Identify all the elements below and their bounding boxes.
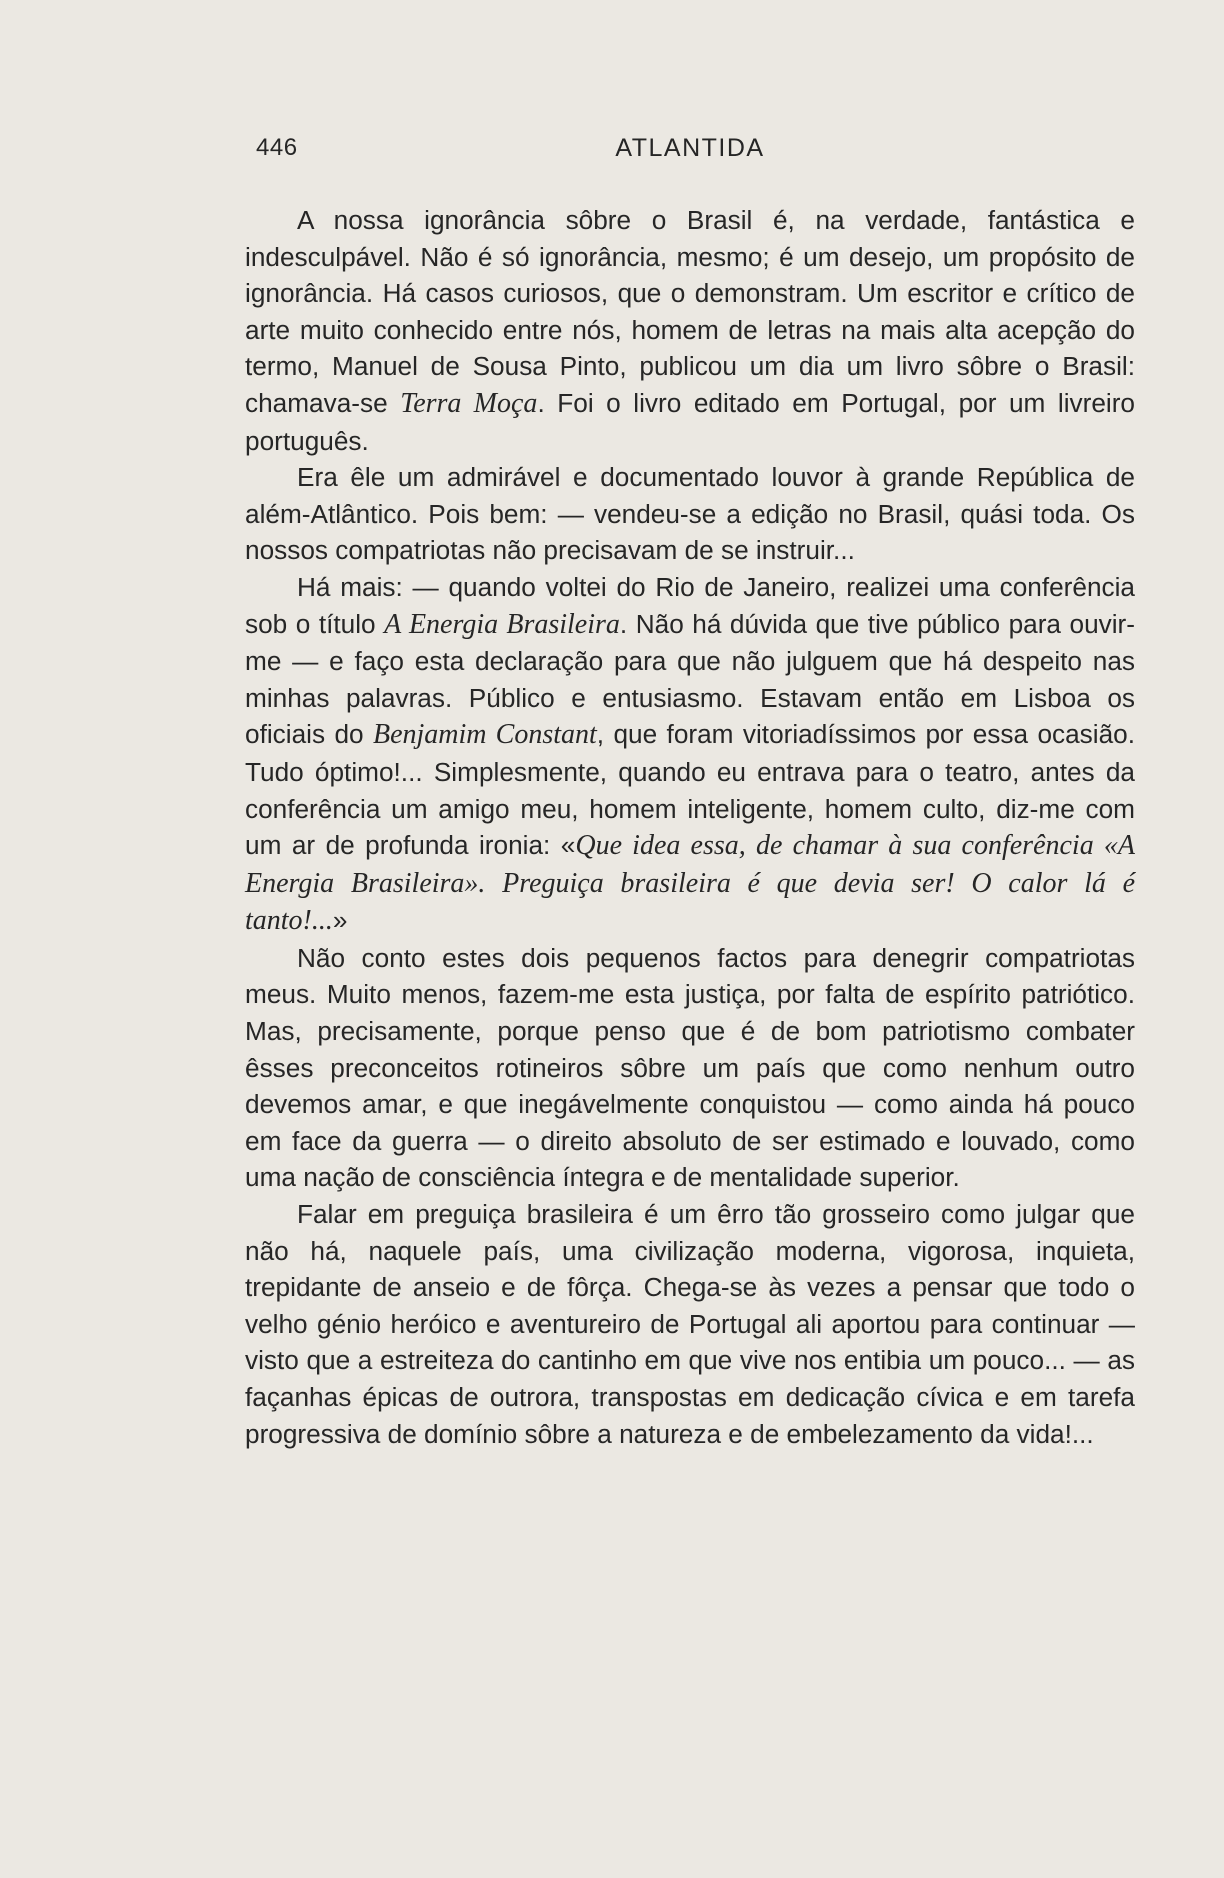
text-run: Há mais: — quando voltei do Rio de Janeiro, realizei uma conferência sob o título [245,571,1135,639]
italic-text: Que idea essa, de chamar à sua conferência «A Energia Brasileira». Preguiça brasileira é que devia ser! O calor lá é tanto!... [245,830,1135,937]
paragraph [245,1196,1135,1452]
text-run: A nossa ignorância sôbre o Brasil é, na verdade, fantástica e indesculpável. Não é só ignorância, mesmo; é um desejo, um propósito de ignorância. Há casos curiosos, que o demonstram. Um escritor e crítico de arte muito conhecido entre nós, homem de letras na mais alta acepção do termo, Manuel de Sousa Pinto, publicou um dia um livro sôbre o Brasil: chamava-se [245,205,1135,418]
text-run: , que foram vitoriadíssimos por essa ocasião. Tudo óptimo!... Simplesmente, quando eu entrava para o teatro, antes da conferência um amigo meu, homem inteligente, homem culto, diz-me com um ar de profunda ironia: « [245,719,1135,861]
paragraph [245,940,1135,1196]
paragraph [245,569,1135,940]
text-run: » [332,905,348,936]
paragraph [245,459,1135,569]
text-run: . Foi o livro editado em Portugal, por um livreiro português. [245,387,1135,456]
text-run: Era êle um admirável e documentado louvor à grande República de além-Atlântico. Pois bem: — vendeu-se a edição no Brasil, quási toda. Os nossos compatriotas não precisavam de se instruir... [245,462,1135,566]
text-run: Falar em preguiça brasileira é um êrro tão grosseiro como julgar que não há, naquele país, uma civilização moderna, vigorosa, inquieta, trepidante de anseio e de fôrça. Chega-se às vezes a pensar que todo o velho génio heróico e aventureiro de Portugal ali aportou para continuar — visto que a estreiteza do cantinho em que vive nos entibia um pouco... — as façanhas épicas de outrora, transpostas em dedicação cívica e em tarefa progressiva de domínio sôbre a natureza e de embelezamento da vida!... [245,1199,1135,1449]
italic-text: Terra Moça [400,387,538,419]
italic-text: Benjamim Constant [372,719,597,751]
text-run: . Não há dúvida que tive público para ouvir-me — e faço esta declaração para que não julguem que há despeito nas minhas palavras. Público e entusiasmo. Estavam então em Lisboa os oficiais do [245,608,1135,750]
body-text [245,202,1135,1452]
italic-text: A Energia Brasileira [384,608,620,640]
text-run: Não conto estes dois pequenos factos para denegrir compatriotas meus. Muito menos, fazem-me esta justiça, por falta de espírito patriótico. Mas, precisamente, porque penso que é de bom patriotismo combater êsses preconceitos rotineiros sôbre um país que como nenhum outro devemos amar, e que inegávelmente conquistou — como ainda há pouco em face da guerra — o direito absoluto de ser estimado e louvado, como uma nação de consciência íntegra e de mentalidade superior. [245,942,1135,1193]
page-header [245,134,1135,170]
paragraph [245,202,1135,459]
running-title: ATLANTIDA [615,134,765,162]
page-number: 446 [256,134,298,161]
